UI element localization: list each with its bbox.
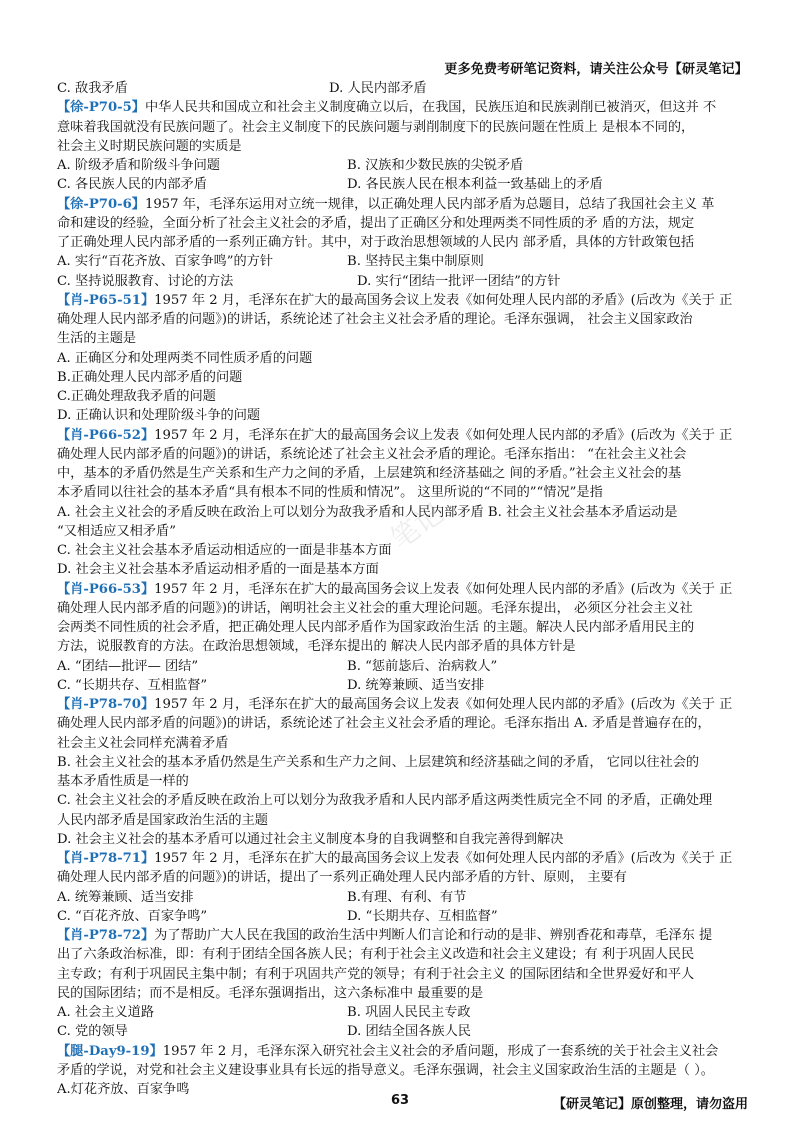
question-tag: 【肖-P78-71】 bbox=[57, 851, 155, 866]
text-line: 社会主义社会同样充满着矛盾 bbox=[57, 735, 229, 751]
option-left: C. 各民族人民的内部矛盾 bbox=[57, 177, 207, 193]
text-line: 主专政；有利于巩固民主集中制；有利于巩固共产党的领导；有利于社会主义 的国际团结和全世界爱好和平人 bbox=[57, 966, 695, 982]
question-line bbox=[57, 849, 747, 868]
option-right: B. “惩前毖后、治病救人” bbox=[347, 658, 498, 674]
option-row bbox=[57, 1022, 747, 1041]
text-line: A. 社会主义社会的矛盾反映在政治上可以划分为敌我矛盾和人民内部矛盾 B. 社会主义社会基本矛盾运动是 bbox=[57, 504, 678, 520]
question-line bbox=[57, 926, 747, 945]
question-line bbox=[57, 195, 747, 214]
option-row bbox=[57, 907, 747, 926]
option-left: A. 阶级矛盾和阶级斗争问题 bbox=[57, 158, 220, 173]
text-line: C.正确处理敌我矛盾的问题 bbox=[57, 389, 216, 404]
question-text: 1957 年 2 月，毛泽东在扩大的最高国务会议上发表《如何处理人民内部的矛盾》(后改为《关于 正 bbox=[154, 581, 733, 597]
option-row bbox=[57, 252, 747, 271]
option-left: A. 实行“百花齐放、百家争鸣”的方针 bbox=[57, 254, 274, 270]
option-row bbox=[57, 657, 747, 676]
page-number: 63 bbox=[390, 1093, 410, 1108]
text-line: “又相适应又相矛盾” bbox=[57, 523, 176, 539]
question-line bbox=[57, 426, 747, 445]
text-line: 生活的主题是 bbox=[57, 331, 137, 347]
text-line: 出了六条政治标准，即：有利于团结全国各族人民；有利于社会主义改造和社会主义建设；有 利于巩固人民民 bbox=[57, 947, 695, 963]
option-left: C. 敌我矛盾 bbox=[57, 81, 128, 96]
option-left: A. 统筹兼顾、适当安排 bbox=[57, 889, 194, 905]
option-row bbox=[57, 156, 747, 175]
option-row bbox=[57, 1003, 747, 1022]
option-left: C. 党的领导 bbox=[57, 1024, 128, 1040]
question-tag: 【徐-P70-6】 bbox=[57, 196, 145, 212]
text-line: 意味着我国就没有民族问题了。社会主义制度下的民族问题与剥削制度下的民族问题在性质上 是根本不同的， bbox=[57, 119, 695, 135]
text-line: B. 社会主义社会的基本矛盾仍然是生产关系和生产力之间、上层建筑和经济基础之间的矛盾， 它同以往社会的 bbox=[57, 754, 700, 770]
option-right: D. 实行“团结一批评一团结”的方针 bbox=[357, 273, 561, 289]
option-right: D. 统筹兼顾、适当安排 bbox=[347, 677, 485, 693]
text-line: 方法，说服教育的方法。在政治思想领域，毛泽东提出的 解决人民内部矛盾的具体方针是 bbox=[57, 639, 576, 655]
question-line bbox=[57, 98, 747, 117]
option-right: B. 汉族和少数民族的尖锐矛盾 bbox=[347, 158, 524, 173]
option-left: C. “百花齐放、百家争鸣” bbox=[57, 908, 208, 924]
question-tag: 【肖-P78-72】 bbox=[57, 928, 155, 943]
text-line: 确处理人民内部矛盾的问题》)的讲话，阐明社会主义社会的重大理论问题。毛泽东提出， 必须区分社会主义社 bbox=[57, 600, 693, 616]
text-line: 会两类不同性质的社会矛盾，把正确处理人民内部矛盾作为国家政治生活 的主题。解决人民内部矛盾用民主的 bbox=[57, 620, 695, 635]
option-left: A. 社会主义道路 bbox=[57, 1005, 155, 1020]
text-line: C. 社会主义社会的矛盾反映在政治上可以划分为敌我矛盾和人民内部矛盾这两类性质完全不同 的矛盾，正确处理 bbox=[57, 793, 713, 809]
option-row bbox=[57, 676, 747, 695]
text-line: 民的国际团结；而不是相反。毛泽东强调指出，这六条标准中 最重要的是 bbox=[57, 985, 484, 1001]
text-line: 人民内部矛盾是国家政治生活的主题 bbox=[57, 812, 268, 828]
question-line bbox=[57, 580, 747, 599]
option-right: B. 巩固人民民主专政 bbox=[347, 1005, 471, 1020]
option-row bbox=[57, 175, 747, 194]
question-text: 1957 年 2 月，毛泽东在扩大的最高国务会议上发表《如何处理人民内部的矛盾》(后改为《关于 正 bbox=[154, 427, 733, 443]
text-line: 确处理人民内部矛盾的问题》)的讲话，系统论述了社会主义社会矛盾的理论。毛泽东强调， 社会主义国家政治 bbox=[57, 312, 693, 327]
footer-note: 【研灵笔记】原创整理，请勿盗用 bbox=[552, 1097, 748, 1112]
option-row bbox=[57, 888, 747, 907]
text-line: 了正确处理人民内部矛盾的一系列正确方针。其中，对于政治思想领域的人民内 部矛盾，具体的方针政策包括 bbox=[57, 235, 695, 250]
question-tag: 【腿-Day9-19】 bbox=[57, 1043, 163, 1059]
question-text: 1957 年 2 月，毛泽东深入研究社会主义社会的矛盾问题，形成了一套系统的关于社会主义社会 bbox=[162, 1043, 719, 1059]
option-row bbox=[57, 272, 747, 291]
text-line: 命和建设的经验，全面分析了社会主义社会的矛盾，提出了正确区分和处理两类不同性质的矛 盾的方法，规定 bbox=[57, 215, 695, 231]
option-right: B. 坚持民主集中制原则 bbox=[347, 254, 484, 270]
text-line: 确处理人民内部矛盾的问题》)的讲话，系统论述了社会主义社会矛盾的理论。毛泽东指出 A. 矛盾是普遍存在的， bbox=[57, 716, 711, 732]
question-tag: 【肖-P65-51】 bbox=[57, 292, 155, 308]
option-right: D. “长期共存、互相监督” bbox=[347, 908, 498, 924]
text-line: 社会主义时期民族问题的实质是 bbox=[57, 138, 242, 154]
text-line: 确处理人民内部矛盾的问题》)的讲话，系统论述了社会主义社会矛盾的理论。毛泽东指出： “在社会主义社会 bbox=[57, 446, 687, 462]
text-line: 确处理人民内部矛盾的问题》)的讲话，提出了一系列正确处理人民内部矛盾的方针、原则， 主要有 bbox=[57, 870, 627, 886]
watermark: 笔记 bbox=[384, 496, 450, 556]
question-text: 1957 年，毛泽东运用对立统一规律，以正确处理人民内部矛盾为总题目，总结了我国社会主义 革 bbox=[144, 196, 715, 212]
text-line: A. 正确区分和处理两类不同性质矛盾的问题 bbox=[57, 350, 313, 366]
text-line: 本矛盾同以往社会的基本矛盾“具有根本不同的性质和情况”。 这里所说的“不同的”“情况”是指 bbox=[57, 485, 603, 501]
option-right: D. 人民内部矛盾 bbox=[329, 81, 427, 96]
text-line: B.正确处理人民内部矛盾的问题 bbox=[57, 369, 243, 385]
question-line bbox=[57, 1042, 747, 1061]
question-tag: 【肖-P78-70】 bbox=[57, 697, 155, 712]
option-left: C. 坚持说服教育、讨论的方法 bbox=[57, 273, 234, 289]
question-tag: 【肖-P66-52】 bbox=[57, 427, 155, 443]
text-line: 中，基本的矛盾仍然是生产关系和生产力之间的矛盾，上层建筑和经济基础之 间的矛盾。”社会主义社会的基 bbox=[57, 466, 682, 481]
text-line: C. 社会主义社会基本矛盾运动相适应的一面是非基本方面 bbox=[57, 543, 392, 558]
option-row bbox=[57, 79, 747, 98]
question-line bbox=[57, 291, 747, 310]
question-text: 1957 年 2 月，毛泽东在扩大的最高国务会议上发表《如何处理人民内部的矛盾》(后改为《关于 正 bbox=[154, 292, 733, 308]
text-line: D. 社会主义社会基本矛盾运动相矛盾的一面是基本方面 bbox=[57, 562, 379, 578]
question-text: 1957 年 2 月，毛泽东在扩大的最高国务会议上发表《如何处理人民内部的矛盾》(后改为《关于 正 bbox=[154, 851, 733, 866]
option-right: B.有理、有利、有节 bbox=[347, 889, 467, 905]
question-text: 1957 年 2 月，毛泽东在扩大的最高国务会议上发表《如何处理人民内部的矛盾》(后改为《关于 正 bbox=[154, 697, 733, 712]
option-right: D. 各民族人民在根本利益一致基础上的矛盾 bbox=[347, 177, 603, 193]
text-line: 矛盾的学说，对党和社会主义建设事业具有长远的指导意义。毛泽东强调，社会主义国家政治生活的主题是（ ）。 bbox=[57, 1062, 714, 1078]
question-text: 为了帮助广大人民在我国的政治生活中判断人们言论和行动的是非、辨别香花和毒草，毛泽东 提 bbox=[154, 928, 713, 943]
option-left: A. “团结—批评— 团结” bbox=[57, 658, 199, 674]
question-line bbox=[57, 695, 747, 714]
page-header: 更多免费考研笔记资料，请关注公众号【研灵笔记】 bbox=[444, 62, 748, 77]
question-tag: 【徐-P70-5】 bbox=[57, 100, 145, 116]
question-text: 中华人民共和国成立和社会主义制度确立以后，在我国，民族压迫和民族剥削已被消灭，但这并 不 bbox=[144, 100, 717, 116]
option-left: C. “长期共存、互相监督” bbox=[57, 677, 208, 693]
text-line: D. 社会主义社会的基本矛盾可以通过社会主义制度本身的自我调整和自我完善得到解决 bbox=[57, 831, 564, 847]
option-right: D. 团结全国各族人民 bbox=[347, 1024, 471, 1040]
document-body bbox=[57, 79, 747, 1099]
text-line: D. 正确认识和处理阶级斗争的问题 bbox=[57, 408, 261, 424]
text-line: 基本矛盾性质是一样的 bbox=[57, 774, 189, 789]
question-tag: 【肖-P66-53】 bbox=[57, 581, 155, 597]
text-line: A.灯花齐放、百家争鸣 bbox=[57, 1082, 190, 1097]
